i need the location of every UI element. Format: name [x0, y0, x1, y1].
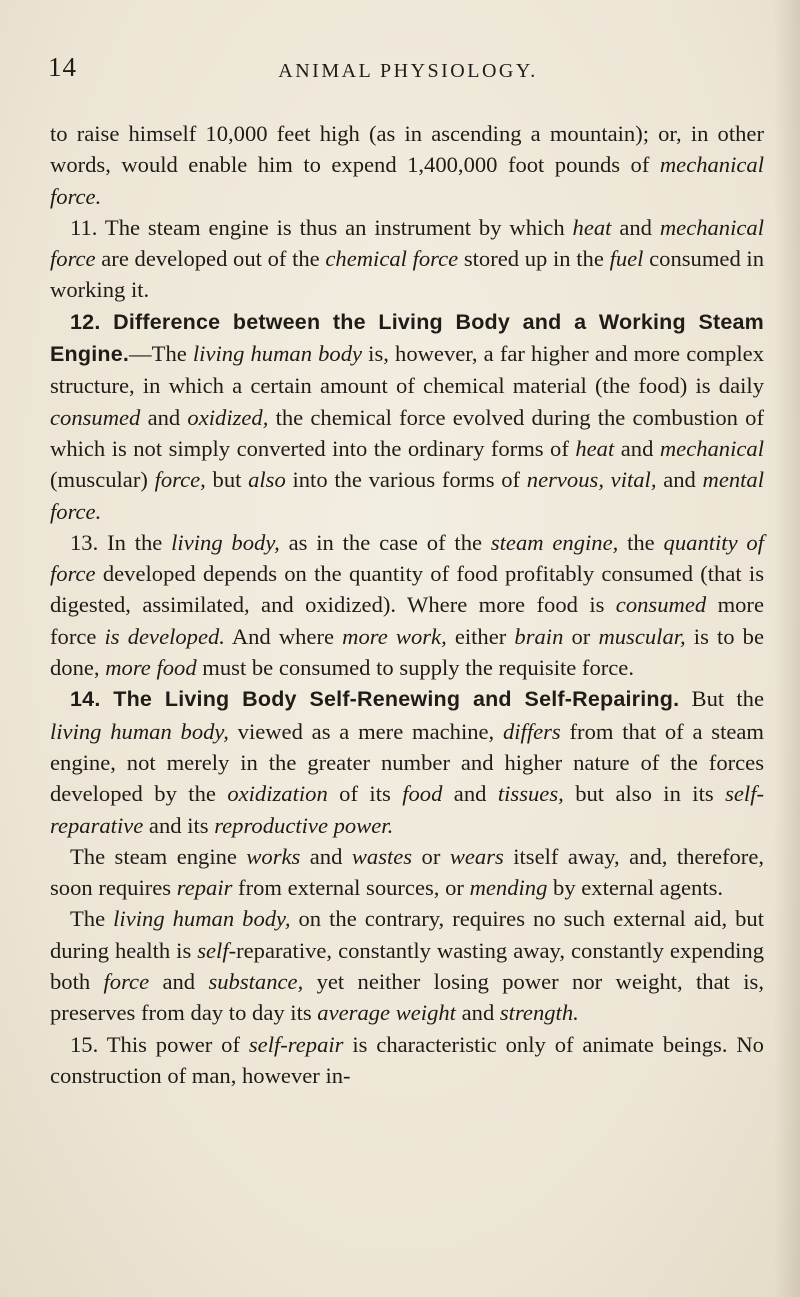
page-number: 14: [48, 52, 77, 82]
section-heading-14: 14. The Living Body Self-Renewing and Self-Repairing.: [70, 687, 680, 712]
section-heading-12: 12. Difference between the Living Body and a Working Steam Engine.: [50, 309, 764, 367]
page-edge-shadow: [774, 0, 800, 1297]
page-header: [48, 52, 768, 92]
paragraph-continuation: to raise himself 10,000 feet high (as in ascending a mountain); or, in other words, would enable him to expend 1,400,000 foot pounds of mechanical force.: [50, 121, 764, 209]
paragraph-14-living-body: The living human body, on the contrary, requires no such external aid, but during health is self-reparative, constantly wasting away, constantly expending both force and substance, yet neither losing power nor weight, that is, preserves from day to day its average weight and strength.: [50, 906, 764, 1026]
running-head: ANIMAL PHYSIOLOGY.: [278, 60, 538, 82]
paragraph-14: 14. The Living Body Self-Renewing and Self-Repairing. But the living human body, viewed as a mere machine, differs from that of a steam engine, not merely in the greater number and higher nature of the forces developed by the oxidization of its food and tissues, but also in its self-reparative and its reproductive power.: [50, 686, 765, 838]
paragraph-11: 11. The steam engine is thus an instrument by which heat and mechanical force are developed out of the chemical force stored up in the fuel consumed in working it.: [50, 214, 764, 303]
paragraph-14-steam-engine: The steam engine works and wastes or wears itself away, and, therefore, soon requires repair from external sources, or mending by external agents.: [50, 843, 765, 901]
paragraph-12: 12. Difference between the Living Body and a Working Steam Engine.—The living human body is, however, a far higher and more complex structure, in which a certain amount of chemical material (the food) is daily consumed and oxidized, the chemical force evolved during the combustion of which is not simply converted into the ordinary forms of heat and mechanical (muscular) force, but also into the various forms of nervous, vital, and mental force.: [50, 309, 765, 524]
body-text: [50, 118, 764, 1091]
paragraph-15: 15. This power of self-repair is characteristic only of animate beings. No construction of man, however in-: [50, 1031, 764, 1088]
paragraph-13: 13. In the living body, as in the case of the steam engine, the quantity of force developed depends on the quantity of food profitably consumed (that is digested, assimilated, and oxidized). Where more food is consumed more force is developed. And where more work, either brain or muscular, is to be done, more food must be consumed to supply the requisite force.: [50, 529, 765, 681]
